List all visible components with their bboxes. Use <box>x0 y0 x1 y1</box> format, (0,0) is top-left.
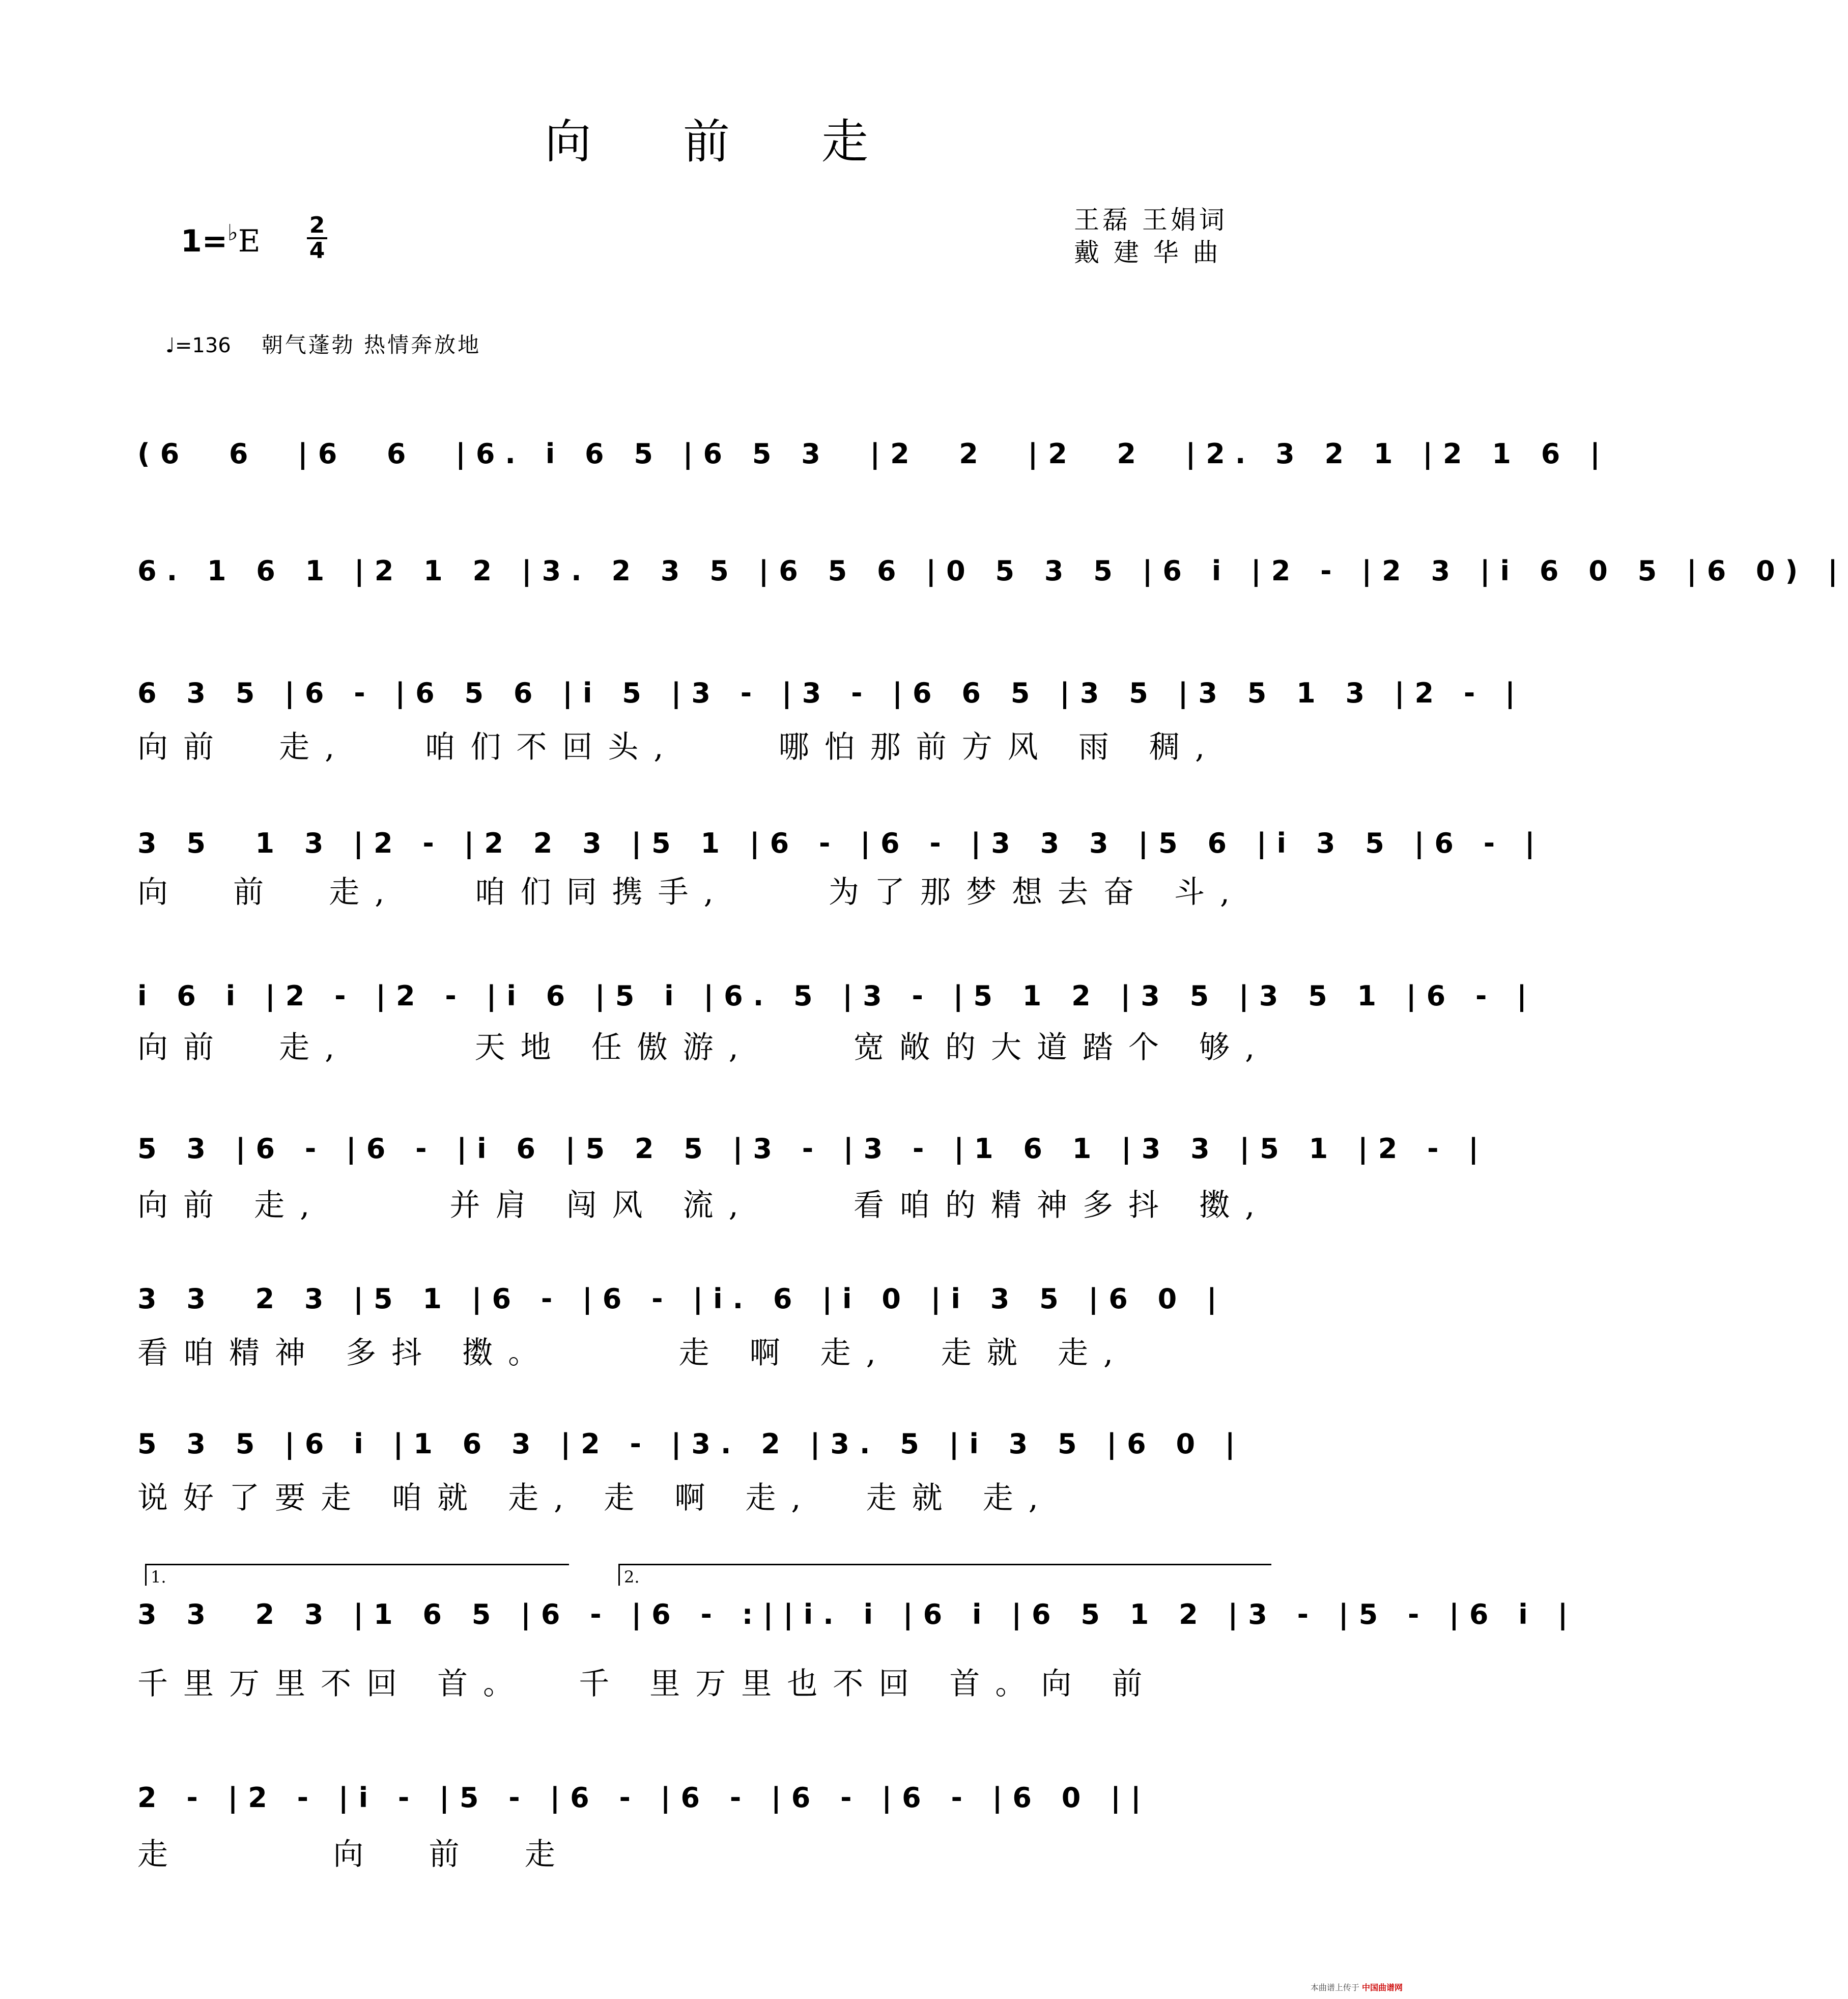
volta-second-ending: 2. <box>618 1564 1271 1586</box>
score-line-10: 2 - |2 - |i - |5 - |6 - |6 - |6 - |6 - |6 0 || <box>137 1782 1151 1814</box>
lyric-line-4: 向 前 走, 咱们同携手, 为了那梦想去奋 斗, <box>137 875 1245 910</box>
lyric-line-7: 看咱精神 多抖 擞。 走 啊 走, 走就 走, <box>137 1335 1129 1371</box>
score-line-4: 3 5 1 3 |2 - |2 2 3 |5 1 |6 - |6 - |3 3 3 |5 6 |i 3 5 |6 - | <box>137 827 1545 859</box>
lyric-line-8: 说好了要走 咱就 走, 走 啊 走, 走就 走, <box>137 1480 1054 1516</box>
expression-mark: 朝气蓬勃 热情奔放地 <box>261 332 481 357</box>
tempo-marking <box>165 328 481 359</box>
volta-first-ending: 1. <box>145 1564 569 1586</box>
lyricist: 王磊 王娟词 <box>1074 205 1228 235</box>
lyric-line-10: 走 向 前 走 <box>137 1837 571 1872</box>
score-line-8: 5 3 5 |6 i |1 6 3 |2 - |3. 2 |3. 5 |i 3 5 |6 0 | <box>137 1428 1245 1460</box>
lyric-line-6: 向前 走, 并肩 闯风 流, 看咱的精神多抖 擞, <box>137 1188 1270 1223</box>
credits <box>1074 204 1228 269</box>
score-line-1: (6 6 |6 6 |6. i 6 5 |6 5 3 |2 2 |2 2 |2. 3 2 1 |2 1 6 | <box>137 438 1610 470</box>
lyric-line-3: 向前 走, 咱们不回头, 哪怕那前方风 雨 稠, <box>137 729 1220 765</box>
score-line-6: 5 3 |6 - |6 - |i 6 |5 2 5 |3 - |3 - |1 6 1 |3 3 |5 1 |2 - | <box>137 1133 1489 1165</box>
composer: 戴 建 华 曲 <box>1074 238 1221 267</box>
time-signature: 2 4 <box>307 214 327 263</box>
lyric-line-5: 向前 走, 天地 任傲游, 宽敞的大道踏个 够, <box>137 1030 1270 1065</box>
score-line-2: 6. 1 6 1 |2 1 2 |3. 2 3 5 |6 5 6 |0 5 3 5 |6 i |2 - |2 3 |i 6 0 5 |6 0) | <box>137 555 1848 587</box>
page-title: 向前走 <box>544 115 960 169</box>
key-signature: 1=♭E <box>181 220 261 259</box>
site-logo: 中国曲谱网 <box>1361 1983 1403 1992</box>
footer-watermark: 本曲谱上传于 中国曲谱网 <box>1310 1983 1403 1992</box>
score-line-5: i 6 i |2 - |2 - |i 6 |5 i |6. 5 |3 - |5 1 2 |3 5 |3 5 1 |6 - | <box>137 980 1537 1012</box>
score-line-9: 3 3 2 3 |1 6 5 |6 - |6 - :||i. i |6 i |6 5 1 2 |3 - |5 - |6 i | <box>137 1598 1578 1630</box>
score-line-3: 6 3 5 |6 - |6 5 6 |i 5 |3 - |3 - |6 6 5 |3 5 |3 5 1 3 |2 - | <box>137 677 1525 709</box>
metronome-mark: ♩=136 <box>165 334 231 357</box>
lyric-line-9: 千里万里不回 首。 千 里万里也不回 首。向 前 <box>137 1666 1158 1702</box>
score-line-7: 3 3 2 3 |5 1 |6 - |6 - |i. 6 |i 0 |i 3 5 |6 0 | <box>137 1283 1227 1315</box>
